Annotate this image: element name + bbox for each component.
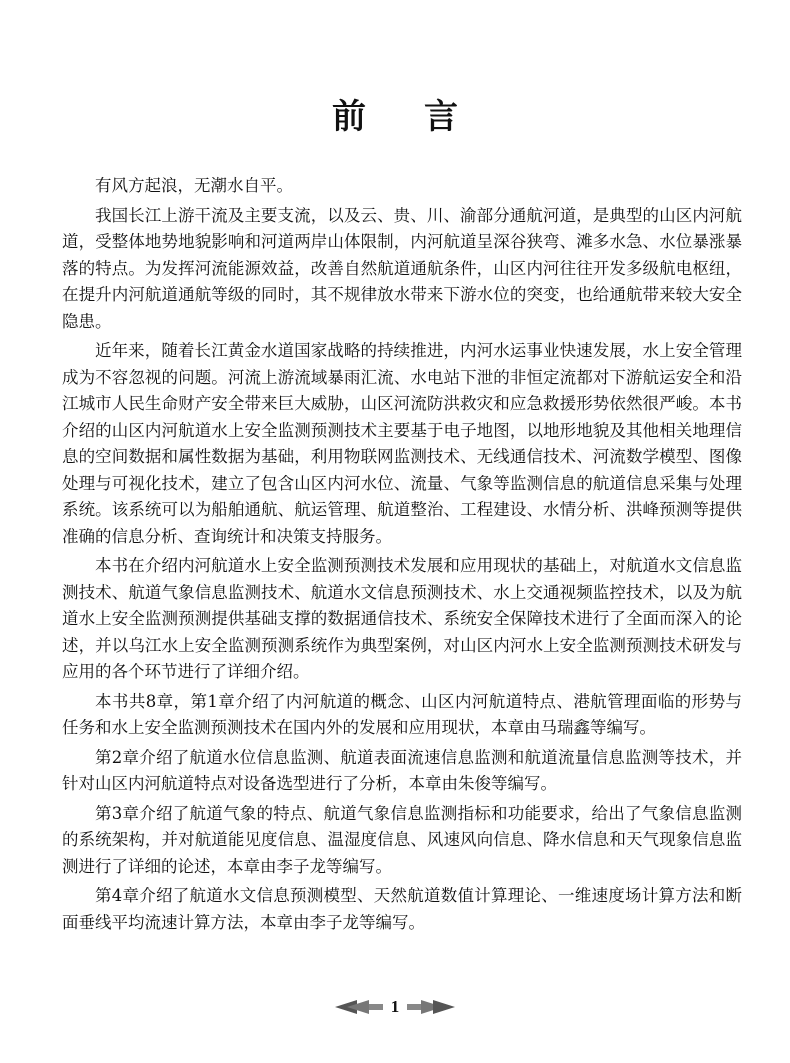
- paragraph: 本书共8章，第1章介绍了内河航道的概念、山区内河航道特点、港航管理面临的形势与任务和水上安全监测预测技术在国内外的发展和应用现状，本章由马瑞鑫等编写。: [62, 691, 742, 737]
- paragraph: 有风方起浪，无潮水自平。: [95, 176, 293, 195]
- paragraph: 第4章介绍了航道水文信息预测模型、天然航道数值计算理论、一维速度场计算方法和断面垂线平均流速计算方法，本章由李子龙等编写。: [62, 886, 742, 932]
- left-arrow-ornament-icon: [335, 999, 383, 1015]
- paragraph: 近年来，随着长江黄金水道国家战略的持续推进，内河水运事业快速发展，水上安全管理成为不容忽视的问题。河流上游流域暴雨汇流、水电站下泄的非恒定流都对下游航运安全和沿江城市人民生命财产安全带来巨大威胁，山区河流防洪救灾和应急救援形势依然很严峻。本书介绍的山区内河航道水上安全监测预测技术主要基于电子地图，以地形地貌及其他相关地理信息的空间数据和属性数据为基础，利用物联网监测技术、无线通信技术、河流数学模型、图像处理与可视化技术，建立了包含山区内河水位、流量、气象等监测信息的航道信息采集与处理系统。该系统可以为船舶通航、航运管理、航道整治、工程建设、水情分析、洪峰预测等提供准确的信息分析、查询统计和决策支持服务。: [62, 341, 742, 546]
- paragraph: 第3章介绍了航道气象的特点、航道气象信息监测指标和功能要求，给出了气象信息监测的系统架构，并对航道能见度信息、温湿度信息、风速风向信息、降水信息和天气现象信息监测进行了详细的论述，本章由李子龙等编写。: [62, 803, 742, 876]
- page-footer: [0, 992, 790, 1022]
- preface-body: [62, 173, 742, 939]
- page-number: 1: [390, 997, 400, 1016]
- paragraph: 本书在介绍内河航道水上安全监测预测技术发展和应用现状的基础上，对航道水文信息监测技术、航道气象信息监测技术、航道水文信息预测技术、水上交通视频监控技术，以及为航道水上安全监测预测提供基础支撑的数据通信技术、系统安全保障技术进行了全面而深入的论述，并以乌江水上安全监测预测系统作为典型案例，对山区内河水上安全监测预测技术研发与应用的各个环节进行了详细介绍。: [62, 556, 742, 681]
- paragraph: 第2章介绍了航道水位信息监测、航道表面流速信息监测和航道流量信息监测等技术，并针对山区内河航道特点对设备选型进行了分析，本章由朱俊等编写。: [62, 747, 742, 793]
- page-title: 前言: [332, 97, 516, 137]
- right-arrow-ornament-icon: [407, 999, 455, 1015]
- paragraph: 我国长江上游干流及主要支流，以及云、贵、川、渝部分通航河道，是典型的山区内河航道，受整体地势地貌影响和河道两岸山体限制，内河航道呈深谷狭弯、滩多水急、水位暴涨暴落的特点。为发挥河流能源效益，改善自然航道通航条件，山区内河往往开发多级航电枢纽，在提升内河航道通航等级的同时，其不规律放水带来下游水位的突变，也给通航带来较大安全隐患。: [62, 205, 742, 331]
